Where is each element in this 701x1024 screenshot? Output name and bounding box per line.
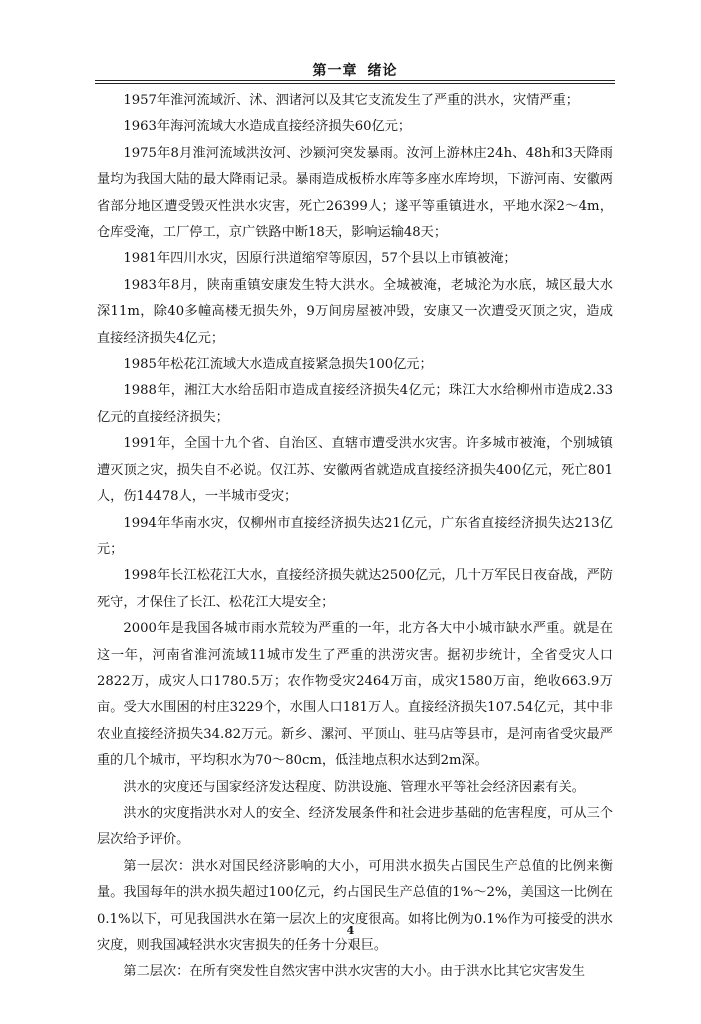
- paragraph-1963: 1963年海河流域大水造成直接经济损失60亿元；: [123, 119, 412, 135]
- paragraph-1957: 1957年淮河流域沂、沭、泗诸河以及其它支流发生了严重的洪水，灾情严重；: [123, 93, 579, 108]
- paragraph-1983: 1983年8月，陕南重镇安康发生特大洪水。全城被淹，老城沦为水底，城区最大水深11m，除40多幢高楼无损失外，9万间房屋被冲毁，安康又一次遭受灭顶之灾，造成直接经济损失4亿元；: [97, 277, 613, 346]
- paragraph-disaster-degree: 洪水的灾度指洪水对人的安全、经济发展条件和社会进步基础的危害程度，可从三个层次给予评价。: [97, 805, 613, 848]
- paragraph-1981: 1981年四川水灾，因原行洪道缩窄等原因，57个县以上市镇被淹；: [123, 251, 517, 267]
- paragraph-socioeconomic: 洪水的灾度还与国家经济发达程度、防洪设施、管理水平等社会经济因素有关。: [123, 779, 585, 795]
- paragraph-1988: 1988年，湘江大水给岳阳市造成直接经济损失4亿元；珠江大水给柳州市造成2.33亿元的直接经济损失；: [97, 383, 613, 425]
- paragraph-1998: 1998年长江松花江大水，直接经济损失就达2500亿元，几十万军民日夜奋战，严防死守，才保住了长江、松花江大堤安全；: [97, 568, 613, 610]
- paragraph-1991: 1991年，全国十九个省、自治区、直辖市遭受洪水灾害。许多城市被淹，个别城镇遭灭顶之灾，损失自不必说。仅江苏、安徽两省就造成直接经济损失400亿元，死亡801人，伤14478人，一半城市受灾；: [97, 436, 613, 505]
- chapter-number: 第一章: [312, 63, 358, 79]
- paragraph-level-two: 第二层次：在所有突发性自然灾害中洪水灾害的大小。由于洪水比其它灾害发生: [123, 964, 585, 980]
- body-text: [97, 88, 613, 986]
- header-rule-top: [95, 80, 615, 81]
- paragraph-level-one: 第一层次：洪水对国民经济影响的大小，可用洪水损失占国民生产总值的比例来衡量。我国每年的洪水损失超过100亿元，约占国民生产总值的1%～2%，美国这一比例在0.1%以下，可见我国洪水在第一层次上的灾度很高。如将比例为0.1%作为可接受的洪水灾度，则我国减轻洪水灾害损失的任务十分艰巨。: [97, 858, 613, 953]
- paragraph-1994: 1994年华南水灾，仅柳州市直接经济损失达21亿元，广东省直接经济损失达213亿元；: [97, 515, 613, 557]
- paragraph-1985: 1985年松花江流域大水造成直接紧急损失100亿元；: [123, 357, 433, 373]
- header-rule-bottom: [95, 83, 615, 84]
- page-number: 4: [346, 924, 355, 937]
- paragraph-1975: 1975年8月淮河流域洪汝河、沙颍河突发暴雨。汝河上游林庄24h、48h和3天降雨量均为我国大陆的最大降雨记录。暴雨造成板桥水库等多座水库垮坝，下游河南、安徽两省部分地区遭受毁灭性洪水灾害，死亡26399人；遂平等重镇进水，平地水深2～4m，仓库受淹，工厂停工，京广铁路中断18天，影响运输48天；: [97, 145, 613, 241]
- chapter-title: 绪论: [367, 63, 398, 79]
- running-header: [95, 60, 615, 80]
- paragraph-2000: 2000年是我国各城市雨水荒较为严重的一年，北方各大中小城市缺水严重。就是在这一年，河南省淮河流域11城市发生了严重的洪涝灾害。据初步统计，全省受灾人口2822万，成灾人口1780.5万；农作物受灾2464万亩，成灾1580万亩，绝收663.9万亩。受大水围困的村庄3229个，水围人口181万人。直接经济损失107.54亿元，其中非农业直接经济损失34.82万元。新乡、漯河、平顶山、驻马店等县市，是河南省受灾最严重的几个城市，平均积水为70～80cm，低洼地点积水达到2m深。: [97, 621, 613, 769]
